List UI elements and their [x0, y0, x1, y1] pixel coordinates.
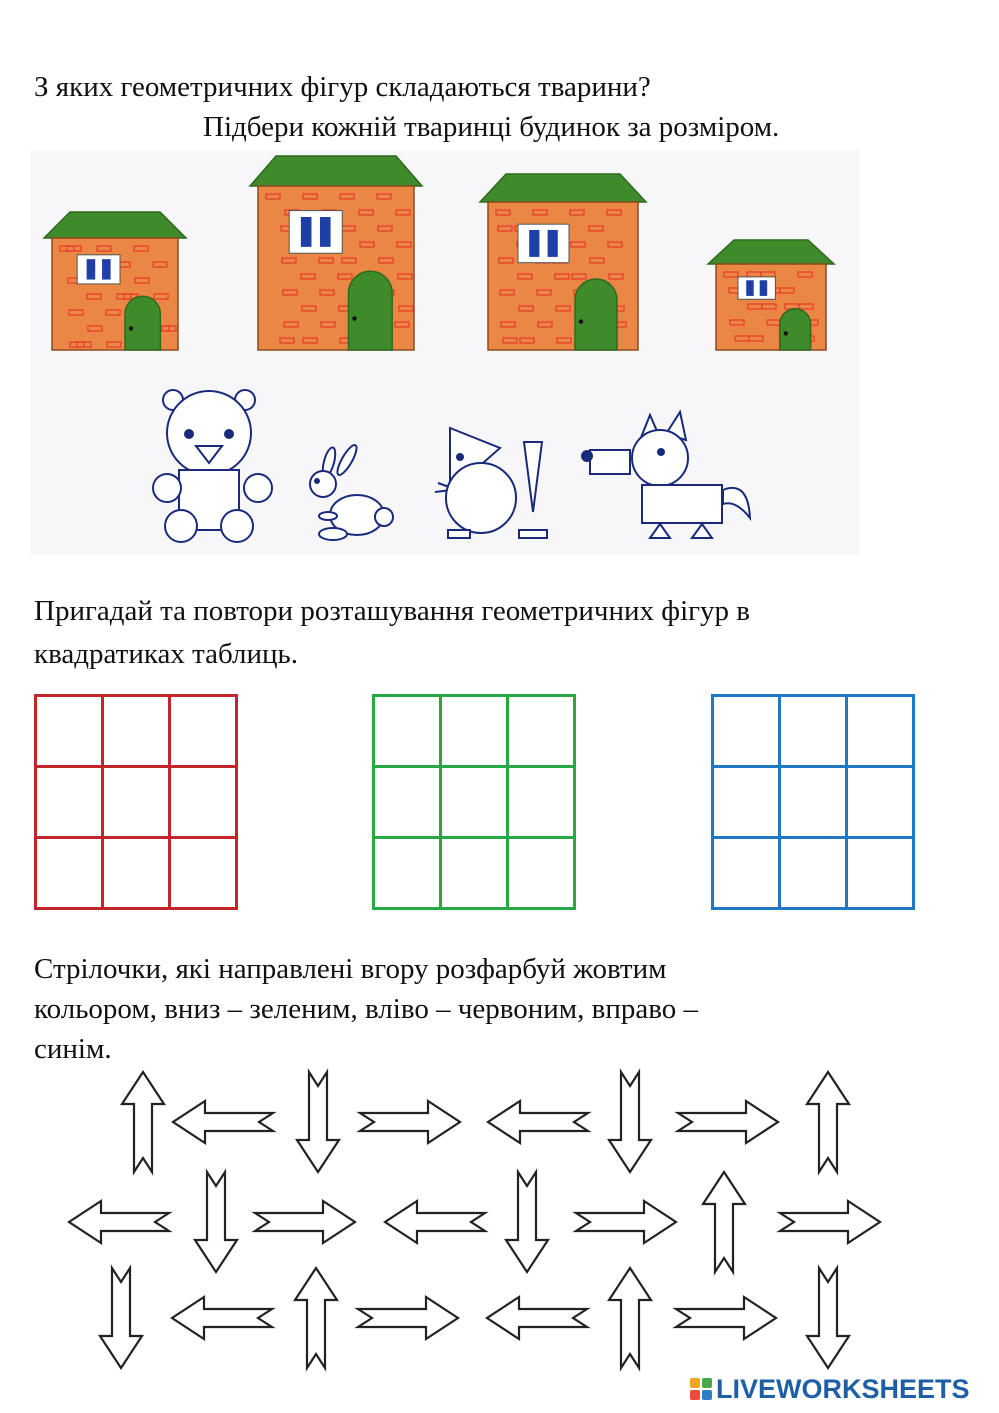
task3-instruction-line2: кольором, вниз – зеленим, вліво – червоним, вправо – — [34, 993, 698, 1025]
grid-green[interactable] — [372, 694, 576, 910]
arrow-right[interactable] — [676, 1297, 776, 1339]
grid-blue[interactable] — [711, 694, 915, 910]
liveworksheets-logo — [690, 1372, 970, 1406]
arrow-right[interactable] — [678, 1101, 778, 1143]
rabbit-figure — [310, 443, 393, 540]
task3-instruction-line3: синім. — [34, 1033, 112, 1065]
task2-instruction-line2: квадратиках таблиць. — [34, 638, 299, 670]
arrow-up[interactable] — [703, 1172, 745, 1272]
arrow-down[interactable] — [807, 1268, 849, 1368]
arrow-left[interactable] — [69, 1201, 169, 1243]
dog-figure — [582, 412, 750, 538]
arrow-right[interactable] — [360, 1101, 460, 1143]
arrow-left[interactable] — [488, 1101, 588, 1143]
arrow-down[interactable] — [297, 1072, 339, 1172]
bear-figure — [153, 390, 272, 542]
arrow-up[interactable] — [122, 1072, 164, 1172]
task1-instruction: Підбери кожній тваринці будинок за розміром. — [203, 111, 780, 143]
arrow-left[interactable] — [173, 1101, 273, 1143]
arrow-right[interactable] — [780, 1201, 880, 1243]
arrow-up[interactable] — [295, 1268, 337, 1368]
arrow-down[interactable] — [609, 1072, 651, 1172]
logo-badge-icon — [690, 1378, 712, 1400]
grid-red[interactable] — [34, 694, 238, 910]
arrow-down[interactable] — [195, 1172, 237, 1272]
task3-instruction-line1: Стрілочки, які направлені вгору розфарбуй жовтим — [34, 953, 667, 985]
task2-instruction-line1: Пригадай та повтори розташування геометричних фігур в — [34, 595, 750, 627]
logo-text: LIVEWORKSHEETS — [716, 1373, 970, 1404]
animals-row — [30, 150, 860, 555]
arrow-right[interactable] — [255, 1201, 355, 1243]
houses-and-animals-picture — [30, 150, 860, 555]
arrow-down[interactable] — [506, 1172, 548, 1272]
arrow-up[interactable] — [609, 1268, 651, 1368]
task1-question: З яких геометричних фігур складаються тварини? — [34, 71, 651, 103]
arrow-left[interactable] — [487, 1297, 587, 1339]
arrow-left[interactable] — [385, 1201, 485, 1243]
arrow-up[interactable] — [807, 1072, 849, 1172]
arrow-right[interactable] — [358, 1297, 458, 1339]
cat-figure — [435, 428, 547, 538]
arrow-left[interactable] — [172, 1297, 272, 1339]
arrow-right[interactable] — [576, 1201, 676, 1243]
arrow-down[interactable] — [100, 1268, 142, 1368]
